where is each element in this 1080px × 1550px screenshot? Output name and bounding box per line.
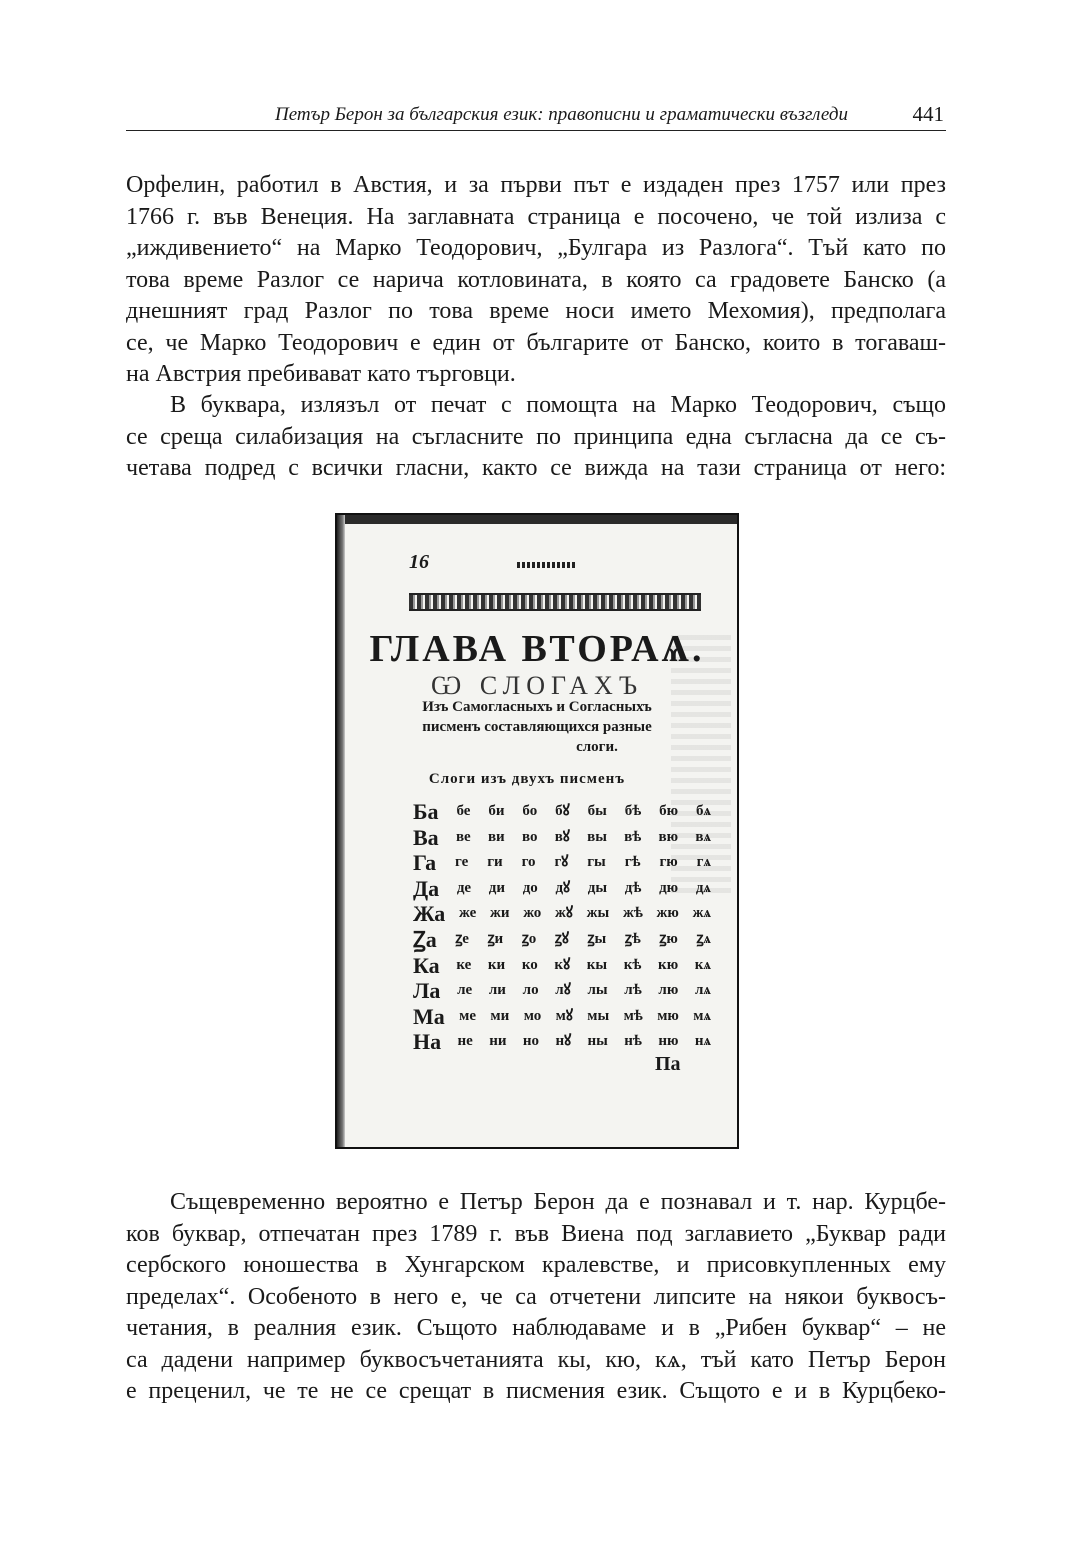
page-number: 441 — [912, 102, 944, 126]
text-line: е преценил, че те не се срещат в писмения език. Същото е и в Курцбеко- — [126, 1378, 946, 1404]
syllable: кы — [586, 956, 608, 973]
syllable: ды — [587, 879, 608, 896]
syllable: Га — [413, 850, 437, 876]
figure-catchword: Па — [655, 1053, 681, 1075]
syllable-row — [413, 850, 711, 876]
syllable: жꙋ — [554, 905, 573, 922]
syllable: мю — [657, 1007, 679, 1024]
syllable: до — [522, 879, 538, 896]
syllable: ꙁы — [587, 930, 607, 947]
syllable: же — [458, 905, 477, 922]
syllable: гѧ — [696, 854, 711, 871]
text-line: днешният град Разлог по това време носи името Мехомия), предполага — [126, 298, 946, 324]
syllable: ню — [658, 1033, 679, 1050]
syllable: ли — [488, 982, 506, 999]
syllable: Ка — [413, 952, 440, 978]
syllable: гю — [659, 854, 678, 871]
text-line: „иждивението“ на Марко Теодорович, „Булгара из Разлога“. Тъй като по — [126, 235, 946, 261]
syllable: лы — [587, 982, 608, 999]
syllable-row — [413, 978, 711, 1004]
syllable: жю — [656, 905, 679, 922]
figure-description-line: Изъ Самогласныхъ и Согласныхъ — [422, 699, 652, 715]
paragraph-3 — [126, 1187, 946, 1408]
syllable: ве — [455, 828, 471, 845]
figure-section-heading: Слоги изъ двухъ писменъ — [428, 771, 626, 787]
syllable: дѧ — [695, 879, 711, 896]
syllable: мо — [523, 1007, 542, 1024]
syllable: Ꙁа — [413, 926, 437, 952]
syllable: мꙋ — [555, 1007, 573, 1024]
syllable: вы — [587, 828, 607, 845]
syllable: бы — [587, 803, 607, 819]
syllable-row — [413, 953, 711, 979]
syllable-row — [413, 799, 711, 825]
syllable: во — [521, 828, 538, 845]
syllable: лѧ — [695, 982, 711, 999]
syllable: бо — [522, 803, 538, 819]
syllable: ме — [459, 1007, 477, 1024]
syllable: го — [521, 854, 536, 871]
syllable: ди — [488, 879, 505, 896]
syllable: кꙋ — [554, 956, 571, 973]
syllable: гꙋ — [554, 854, 569, 871]
syllable: На — [413, 1029, 442, 1055]
text-line: са дадени например буквосъчетанията кы, кю, кѧ, тъй като Петър Берон — [126, 1346, 946, 1373]
syllable: ꙁѧ — [696, 930, 711, 947]
syllable: бе — [456, 803, 471, 819]
figure-description-line: слоги. — [576, 739, 618, 755]
text-line: В буквара, излязъл от печат с помощта на Марко Теодорович, също — [170, 392, 946, 418]
syllable: Жа — [413, 901, 446, 927]
syllable: дѣ — [624, 879, 642, 896]
syllable: кю — [658, 956, 679, 973]
figure-description-line: писменъ составляющихся разные — [422, 719, 652, 735]
syllable: бѣ — [624, 803, 642, 819]
syllable: ло — [522, 982, 539, 999]
text-line: пределах“. Особеното в него е, че са отчетени липсите на някои буквосъ- — [126, 1283, 946, 1310]
text-line: на Австрия пребивават като търговци. — [126, 361, 516, 387]
syllable: ни — [489, 1033, 507, 1050]
syllable: кѧ — [694, 956, 711, 973]
syllable: лю — [658, 982, 679, 999]
syllable: бю — [659, 803, 679, 819]
syllable: ке — [456, 956, 472, 973]
text-line: сербского юношества в Хунгарском кралевстве, и присовкупленных ему — [126, 1252, 946, 1278]
text-line: Орфелин, работил в Австия, и за първи път е издаден през 1757 или през — [126, 172, 946, 198]
syllable: лꙋ — [555, 982, 571, 999]
syllable: жѧ — [692, 905, 711, 922]
syllable-table — [413, 799, 711, 1055]
text-line: се, че Марко Теодорович е един от българите от Банско, които в тогаваш- — [126, 329, 946, 356]
syllable: бꙋ — [555, 803, 570, 819]
syllable-row — [413, 927, 711, 953]
scan-border-left — [337, 515, 345, 1147]
syllable: дю — [659, 879, 679, 896]
syllable: ви — [487, 828, 505, 845]
paragraph-2 — [126, 390, 946, 485]
syllable-row — [413, 876, 711, 902]
syllable: гѣ — [624, 854, 641, 871]
small-ornament — [517, 562, 577, 568]
running-header — [126, 100, 946, 131]
text-line: 1766 г. във Венеция. На заглавната страница е посочено, че той излиза с — [126, 203, 946, 230]
syllable: ꙁꙋ — [554, 930, 569, 947]
paragraph-1 — [126, 170, 946, 391]
syllable: нѣ — [624, 1033, 642, 1050]
syllable: но — [522, 1033, 540, 1050]
figure-page-number: 16 — [409, 551, 429, 573]
syllable: би — [488, 803, 505, 819]
running-title: Петър Берон за българския език: правописни и граматически възгледи — [274, 104, 848, 125]
syllable: ми — [490, 1007, 510, 1024]
syllable: вꙋ — [554, 828, 570, 845]
syllable: нꙋ — [555, 1033, 572, 1050]
syllable: ꙁю — [659, 930, 678, 947]
syllable: де — [456, 879, 472, 896]
figure-chapter-title: ГЛАВА ВТОРАѦ. — [369, 628, 705, 670]
syllable: ꙁо — [521, 930, 537, 947]
syllable: гы — [587, 854, 606, 871]
syllable: бѧ — [695, 803, 711, 819]
syllable: ꙁе — [455, 930, 469, 947]
syllable: мѧ — [693, 1007, 711, 1024]
syllable: жѣ — [622, 905, 643, 922]
text-line: това време Разлог се нарича котловината, в която са градовете Банско (а — [126, 266, 946, 293]
syllable: ꙁѣ — [624, 930, 641, 947]
ornament-band — [409, 593, 701, 611]
syllable-row — [413, 901, 711, 927]
syllable: не — [457, 1033, 473, 1050]
syllable: жи — [490, 905, 510, 922]
syllable: Ма — [413, 1003, 445, 1029]
syllable-row — [413, 825, 711, 851]
syllable: дꙋ — [555, 879, 571, 896]
syllable: ны — [587, 1033, 608, 1050]
primer-page-figure — [335, 513, 739, 1149]
text-line: Същевременно вероятно е Петър Берон да е познавал и т. нар. Курцбе- — [170, 1189, 946, 1215]
syllable: ки — [487, 956, 506, 973]
syllable-row — [413, 1029, 711, 1055]
text-line: се среща силабизация на съгласните по принципа една съгласна да се съ- — [126, 423, 946, 450]
syllable: ꙁи — [487, 930, 504, 947]
scan-border-top — [337, 515, 737, 524]
syllable: мы — [587, 1007, 610, 1024]
text-line: четава подред с всички гласни, както се вижда на тази страница от него: — [126, 455, 946, 481]
syllable: Ба — [413, 799, 439, 824]
syllable: вю — [658, 828, 679, 845]
syllable: Ва — [413, 824, 439, 850]
syllable: кѣ — [623, 956, 642, 973]
syllable: вѧ — [695, 828, 711, 845]
syllable: нѧ — [694, 1033, 711, 1050]
syllable: вѣ — [624, 828, 642, 845]
syllable: Да — [413, 875, 440, 901]
syllable: ко — [521, 956, 538, 973]
syllable: ле — [457, 982, 473, 999]
syllable-row — [413, 1004, 711, 1030]
text-line: четания, в реалния език. Същото наблюдаваме и в „Рибен буквар“ – не — [126, 1315, 946, 1341]
figure-chapter-subtitle: Ѡ СЛОГАХЪ — [430, 671, 644, 700]
syllable: мѣ — [623, 1007, 643, 1024]
text-line: ков буквар, отпечатан през 1789 г. във Виена под заглавието „Буквар ради — [126, 1220, 946, 1247]
syllable: жы — [586, 905, 610, 922]
syllable: лѣ — [624, 982, 642, 999]
syllable: ге — [455, 854, 469, 871]
syllable: жо — [523, 905, 542, 922]
syllable: ги — [487, 854, 503, 871]
syllable: Ла — [413, 978, 441, 1004]
